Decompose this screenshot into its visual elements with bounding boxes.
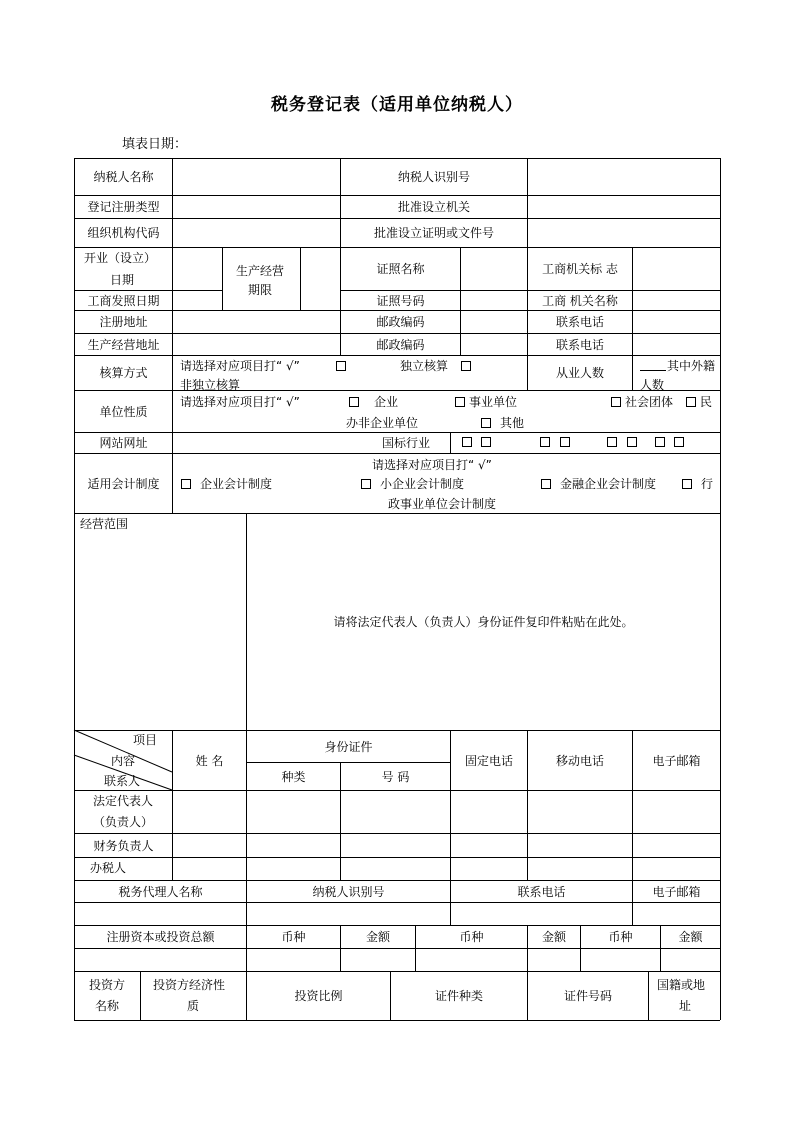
field-reg-type[interactable] (173, 196, 340, 218)
unit-min: 民 (700, 395, 713, 409)
field-taxpayer-name[interactable] (173, 159, 340, 195)
checkbox-icon[interactable] (455, 397, 465, 407)
inv-country-line1: 国籍或地 (657, 978, 706, 992)
checkbox-icon[interactable] (674, 437, 684, 447)
label-phone-1: 联系电话 (555, 315, 604, 329)
label-phone-2: 联系电话 (555, 337, 604, 352)
label-foreign-staff-a: 其中外籍 (667, 359, 716, 373)
inv-name-line1: 投资方 (89, 978, 126, 992)
field-approve-doc[interactable] (528, 219, 720, 247)
label-foreign-staff-b: 人数 (640, 378, 665, 390)
inv-nature-line1: 投资方经济性 (153, 978, 226, 992)
label-agent-phone: 联系电话 (517, 884, 566, 899)
diag-item: 项目 (133, 733, 158, 747)
accounting-instruction: 请选择对应项目打“ √” (180, 359, 300, 373)
row-legal-line2: （负责人） (93, 815, 154, 829)
label-postcode-1: 邮政编码 (376, 315, 425, 329)
inv-name-line2: 名称 (95, 999, 120, 1013)
field-taxpayer-id[interactable] (528, 159, 720, 195)
label-open-date-line2: 日期 (110, 273, 135, 287)
unit-instruction: 请选择对应项目打“ √” (180, 395, 300, 409)
checkbox-icon[interactable] (607, 437, 617, 447)
label-staff: 从业人数 (555, 366, 604, 380)
acc-small: 小企业会计制度 (380, 477, 465, 491)
col-name: 姓 名 (195, 753, 224, 768)
row-legal-line1: 法定代表人 (93, 794, 154, 808)
label-ic-mark: 工商机关标 志 (542, 262, 618, 276)
checkbox-icon[interactable] (682, 479, 692, 489)
checkbox-icon[interactable] (540, 437, 550, 447)
label-org-code: 组织机构代码 (87, 226, 160, 240)
label-accounting: 核算方式 (99, 366, 148, 380)
checkbox-icon[interactable] (481, 437, 491, 447)
form-title: 税务登记表（适用单位纳税人） (271, 95, 523, 115)
field-open-date[interactable] (173, 248, 222, 290)
field-approve-org[interactable] (528, 196, 720, 218)
field-org-code[interactable] (173, 219, 340, 247)
label-approve-org: 批准设立机关 (397, 200, 470, 214)
diag-content: 内容 (111, 754, 136, 768)
label-agent-email: 电子邮箱 (652, 884, 701, 899)
field-website[interactable] (173, 433, 373, 453)
label-taxpayer-id: 纳税人识别号 (397, 170, 470, 184)
label-industry: 国标行业 (382, 436, 431, 450)
label-biz-addr: 生产经营地址 (87, 337, 160, 352)
accounting-independent: 独立核算 (400, 359, 449, 373)
checkbox-icon[interactable] (336, 361, 346, 371)
label-postcode-2: 邮政编码 (376, 337, 425, 352)
field-license-name[interactable] (461, 248, 527, 290)
label-ic-org-name: 工商 机关名称 (542, 293, 618, 308)
checkbox-icon[interactable] (462, 437, 472, 447)
label-amount-2: 金额 (541, 930, 566, 944)
unit-other: 其他 (500, 416, 525, 430)
checkbox-icon[interactable] (611, 397, 621, 407)
label-license-name: 证照名称 (376, 262, 425, 276)
col-fixed-phone: 固定电话 (464, 753, 513, 768)
checkbox-icon[interactable] (655, 437, 665, 447)
acc-admin: 政事业单位会计制度 (388, 497, 497, 511)
col-id-type: 种类 (281, 769, 306, 784)
id-paste-area: 请将法定代表人（负责人）身份证件复印件粘贴在此处。 (333, 615, 634, 629)
label-agent-id: 纳税人识别号 (312, 884, 385, 899)
fill-date-label: 填表日期： (122, 137, 188, 152)
acc-finance: 金融企业会计制度 (560, 477, 657, 491)
inv-ratio: 投资比例 (294, 989, 343, 1003)
checkbox-icon[interactable] (481, 418, 491, 428)
checkbox-icon[interactable] (181, 479, 191, 489)
label-approve-doc: 批准设立证明或文件号 (373, 226, 494, 240)
checkbox-icon[interactable] (361, 479, 371, 489)
col-id-doc: 身份证件 (324, 739, 373, 754)
acc-xing: 行 (701, 477, 714, 491)
field-reg-addr[interactable] (173, 311, 340, 333)
label-license-no: 证照号码 (376, 293, 425, 308)
col-email: 电子邮箱 (652, 753, 701, 768)
inv-nature-line2: 质 (187, 999, 200, 1013)
label-currency-3: 币种 (608, 930, 633, 944)
checkbox-icon[interactable] (686, 397, 696, 407)
accounting-nonindependent: 非独立核算 (180, 378, 241, 390)
unit-non-enterprise: 办非企业单位 (346, 416, 419, 430)
label-reg-type: 登记注册类型 (87, 200, 160, 214)
inv-country-line2: 址 (679, 999, 692, 1013)
label-taxpayer-name: 纳税人名称 (93, 170, 154, 184)
label-capital: 注册资本或投资总额 (106, 930, 215, 944)
label-amount-3: 金额 (678, 930, 703, 944)
label-ic-date: 工商发照日期 (87, 293, 160, 308)
col-mobile: 移动电话 (555, 753, 604, 768)
inv-doc-no: 证件号码 (563, 989, 612, 1003)
label-currency-2: 币种 (459, 930, 484, 944)
label-amount-1: 金额 (365, 930, 390, 944)
unit-social: 社会团体 (625, 395, 674, 409)
checkbox-icon[interactable] (560, 437, 570, 447)
row-finance: 财务负责人 (93, 838, 154, 853)
label-period-line1: 生产经营 (236, 264, 285, 278)
label-period-line2: 期限 (248, 283, 273, 297)
checkbox-icon[interactable] (349, 397, 359, 407)
inv-doc-type: 证件种类 (434, 989, 483, 1003)
col-id-no: 号 码 (381, 769, 410, 784)
checkbox-icon[interactable] (541, 479, 551, 489)
unit-enterprise: 企业 (374, 395, 399, 409)
label-open-date-line1: 开业（设立） (84, 251, 157, 265)
checkbox-icon[interactable] (461, 361, 471, 371)
label-currency-1: 币种 (281, 930, 306, 944)
acc-instruction: 请选择对应项目打“ √” (372, 458, 492, 472)
diag-contact: 联系人 (104, 774, 141, 788)
label-acc-system: 适用会计制度 (87, 476, 160, 491)
acc-enterprise: 企业会计制度 (200, 477, 273, 491)
row-tax-clerk: 办税人 (90, 861, 127, 875)
unit-public: 事业单位 (469, 395, 518, 409)
label-agent-name: 税务代理人名称 (118, 884, 203, 899)
label-website: 网站网址 (99, 436, 148, 450)
label-reg-addr: 注册地址 (99, 315, 148, 329)
field-ic-mark[interactable] (633, 248, 720, 290)
field-biz-addr[interactable] (173, 334, 340, 355)
label-unit-nature: 单位性质 (99, 404, 148, 419)
label-scope: 经营范围 (80, 517, 129, 531)
checkbox-icon[interactable] (627, 437, 637, 447)
